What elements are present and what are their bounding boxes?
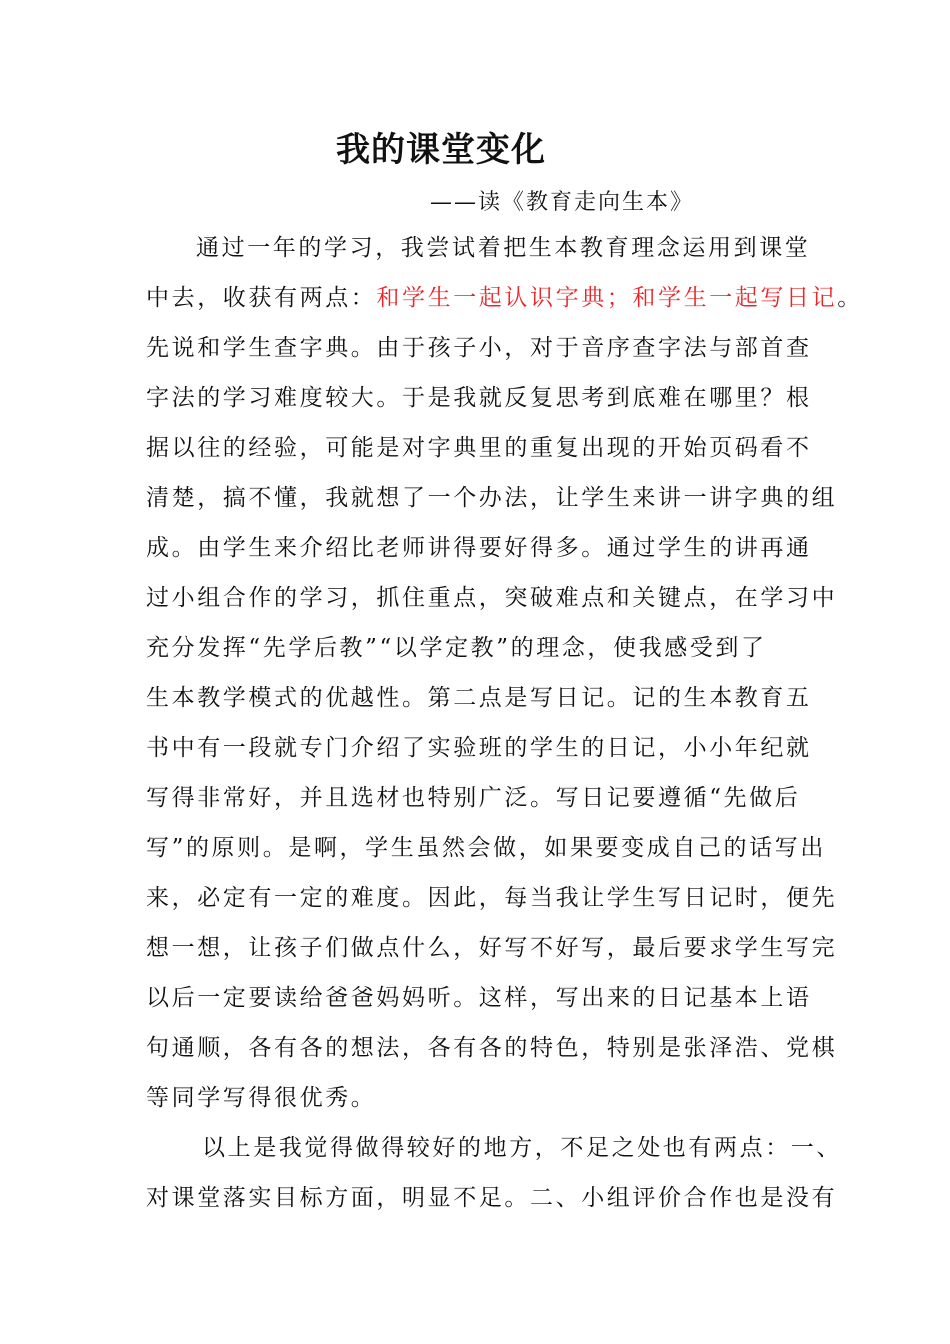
paragraph-line: 对课堂落实目标方面，明显不足。二、小组评价合作也是没有 — [146, 1185, 838, 1211]
paragraph-line: 写得非常好，并且选材也特别广泛。写日记要遵循“先做后 — [146, 785, 801, 811]
paragraph-line: 来，必定有一定的难度。因此，每当我让学生写日记时，便先 — [146, 885, 838, 911]
paragraph-line: 充分发挥“先学后教”“以学定教”的理念，使我感受到了 — [146, 635, 767, 661]
paragraph-line: 以后一定要读给爸爸妈妈听。这样，写出来的日记基本上语 — [146, 985, 812, 1011]
paragraph-line: 字法的学习难度较大。于是我就反复思考到底难在哪里？根 — [146, 385, 812, 411]
paragraph-line: 书中有一段就专门介绍了实验班的学生的日记，小小年纪就 — [146, 735, 812, 761]
paragraph-line: 过小组合作的学习，抓住重点，突破难点和关键点，在学习中 — [146, 585, 838, 611]
document-subtitle: ——读《教育走向生本》 — [430, 190, 695, 215]
document-title: 我的课堂变化 — [336, 130, 546, 170]
highlighted-text: 和学生一起认识字典；和学生一起写日记 — [376, 285, 838, 311]
paragraph-line: 句通顺，各有各的想法，各有各的特色，特别是张泽浩、党棋 — [146, 1035, 838, 1061]
paragraph-line: 生本教学模式的优越性。第二点是写日记。记的生本教育五 — [146, 685, 812, 711]
paragraph-line — [146, 283, 863, 313]
paragraph-line: 想一想，让孩子们做点什么，好写不好写，最后要求学生写完 — [146, 935, 838, 961]
paragraph-line: 先说和学生查字典。由于孩子小，对于音序查字法与部首查 — [146, 335, 812, 361]
paragraph-line: 通过一年的学习，我尝试着把生本教育理念运用到课堂 — [196, 235, 811, 261]
paragraph-line: 以上是我觉得做得较好的地方，不足之处也有两点：一、 — [202, 1135, 842, 1161]
paragraph-line: 成。由学生来介绍比老师讲得要好得多。通过学生的讲再通 — [146, 535, 812, 561]
paragraph-line: 写”的原则。是啊，学生虽然会做，如果要变成自己的话写出 — [146, 835, 826, 861]
paragraph-line: 清楚，搞不懂，我就想了一个办法，让学生来讲一讲字典的组 — [146, 485, 838, 511]
line-tail: 。 — [837, 285, 863, 311]
line-text: 中去，收获有两点： — [146, 285, 377, 311]
paragraph-line: 据以往的经验，可能是对字典里的重复出现的开始页码看不 — [146, 435, 812, 461]
paragraph-line: 等同学写得很优秀。 — [146, 1085, 377, 1111]
